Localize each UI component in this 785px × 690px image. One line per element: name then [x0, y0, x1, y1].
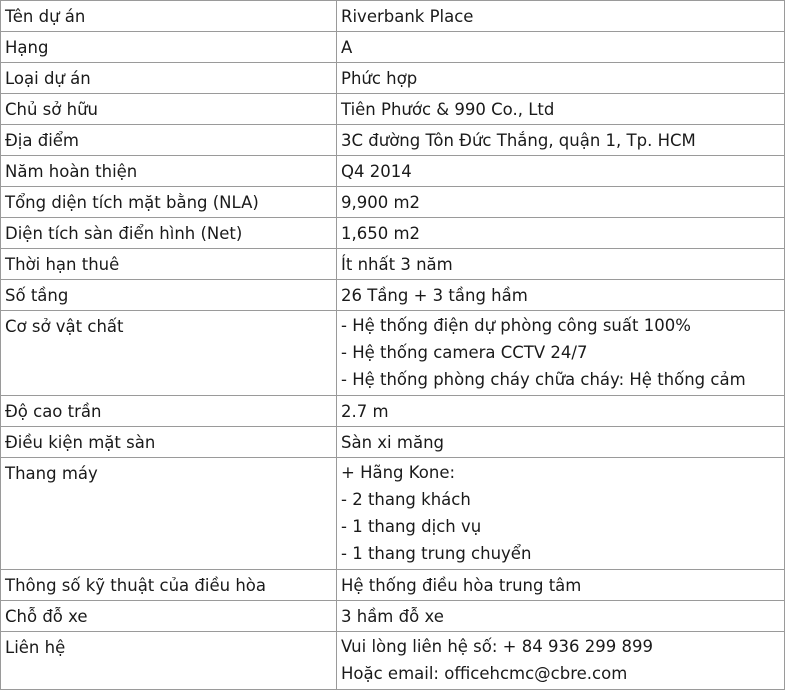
table-row	[1, 632, 785, 690]
row-label: Thang máy	[1, 458, 337, 570]
row-label: Hạng	[1, 32, 337, 63]
row-label: Chỗ đỗ xe	[1, 601, 337, 632]
row-value: Tiên Phước & 990 Co., Ltd	[337, 94, 785, 125]
table-row	[1, 396, 785, 427]
table-row	[1, 125, 785, 156]
table-row	[1, 156, 785, 187]
row-value: 1,650 m2	[337, 218, 785, 249]
row-label: Địa điểm	[1, 125, 337, 156]
row-label: Tên dự án	[1, 1, 337, 32]
row-value	[337, 632, 785, 690]
row-label: Năm hoàn thiện	[1, 156, 337, 187]
row-label: Thời hạn thuê	[1, 249, 337, 280]
row-value: 9,900 m2	[337, 187, 785, 218]
table-row	[1, 570, 785, 601]
table-row	[1, 1, 785, 32]
row-label: Diện tích sàn điển hình (Net)	[1, 218, 337, 249]
row-label: Chủ sở hữu	[1, 94, 337, 125]
row-value: 3 hầm đỗ xe	[337, 601, 785, 632]
row-label: Thông số kỹ thuật của điều hòa	[1, 570, 337, 601]
row-value: Phức hợp	[337, 63, 785, 94]
value-line: - Hệ thống điện dự phòng công suất 100%	[341, 316, 691, 335]
row-value: Q4 2014	[337, 156, 785, 187]
table-row	[1, 94, 785, 125]
value-line: - Hệ thống camera CCTV 24/7	[341, 343, 588, 362]
row-label: Số tầng	[1, 280, 337, 311]
value-line: Vui lòng liên hệ số: + 84 936 299 899	[341, 637, 653, 656]
table-row	[1, 218, 785, 249]
table-row	[1, 32, 785, 63]
table-row	[1, 601, 785, 632]
table-row	[1, 311, 785, 396]
value-line: - Hệ thống phòng cháy chữa cháy: Hệ thống cảm	[341, 370, 746, 389]
value-line: - 2 thang khách	[341, 490, 471, 509]
table-row	[1, 427, 785, 458]
row-value: Riverbank Place	[337, 1, 785, 32]
value-line: - 1 thang dịch vụ	[341, 517, 482, 536]
row-label: Tổng diện tích mặt bằng (NLA)	[1, 187, 337, 218]
row-value	[337, 458, 785, 570]
row-label: Cơ sở vật chất	[1, 311, 337, 396]
row-value: 3C đường Tôn Đức Thắng, quận 1, Tp. HCM	[337, 125, 785, 156]
row-value	[337, 311, 785, 396]
row-label: Điều kiện mặt sàn	[1, 427, 337, 458]
table-row	[1, 458, 785, 570]
row-label: Loại dự án	[1, 63, 337, 94]
value-line: + Hãng Kone:	[341, 463, 456, 482]
row-value: Sàn xi măng	[337, 427, 785, 458]
table-row	[1, 187, 785, 218]
row-value: Hệ thống điều hòa trung tâm	[337, 570, 785, 601]
row-label: Liên hệ	[1, 632, 337, 690]
table-row	[1, 63, 785, 94]
table-row	[1, 249, 785, 280]
row-value: 2.7 m	[337, 396, 785, 427]
row-label: Độ cao trần	[1, 396, 337, 427]
value-line: - 1 thang trung chuyển	[341, 544, 532, 563]
table-row	[1, 280, 785, 311]
row-value: A	[337, 32, 785, 63]
row-value: 26 Tầng + 3 tầng hầm	[337, 280, 785, 311]
value-line: Hoặc email: officehcmc@cbre.com	[341, 664, 628, 683]
row-value: Ít nhất 3 năm	[337, 249, 785, 280]
